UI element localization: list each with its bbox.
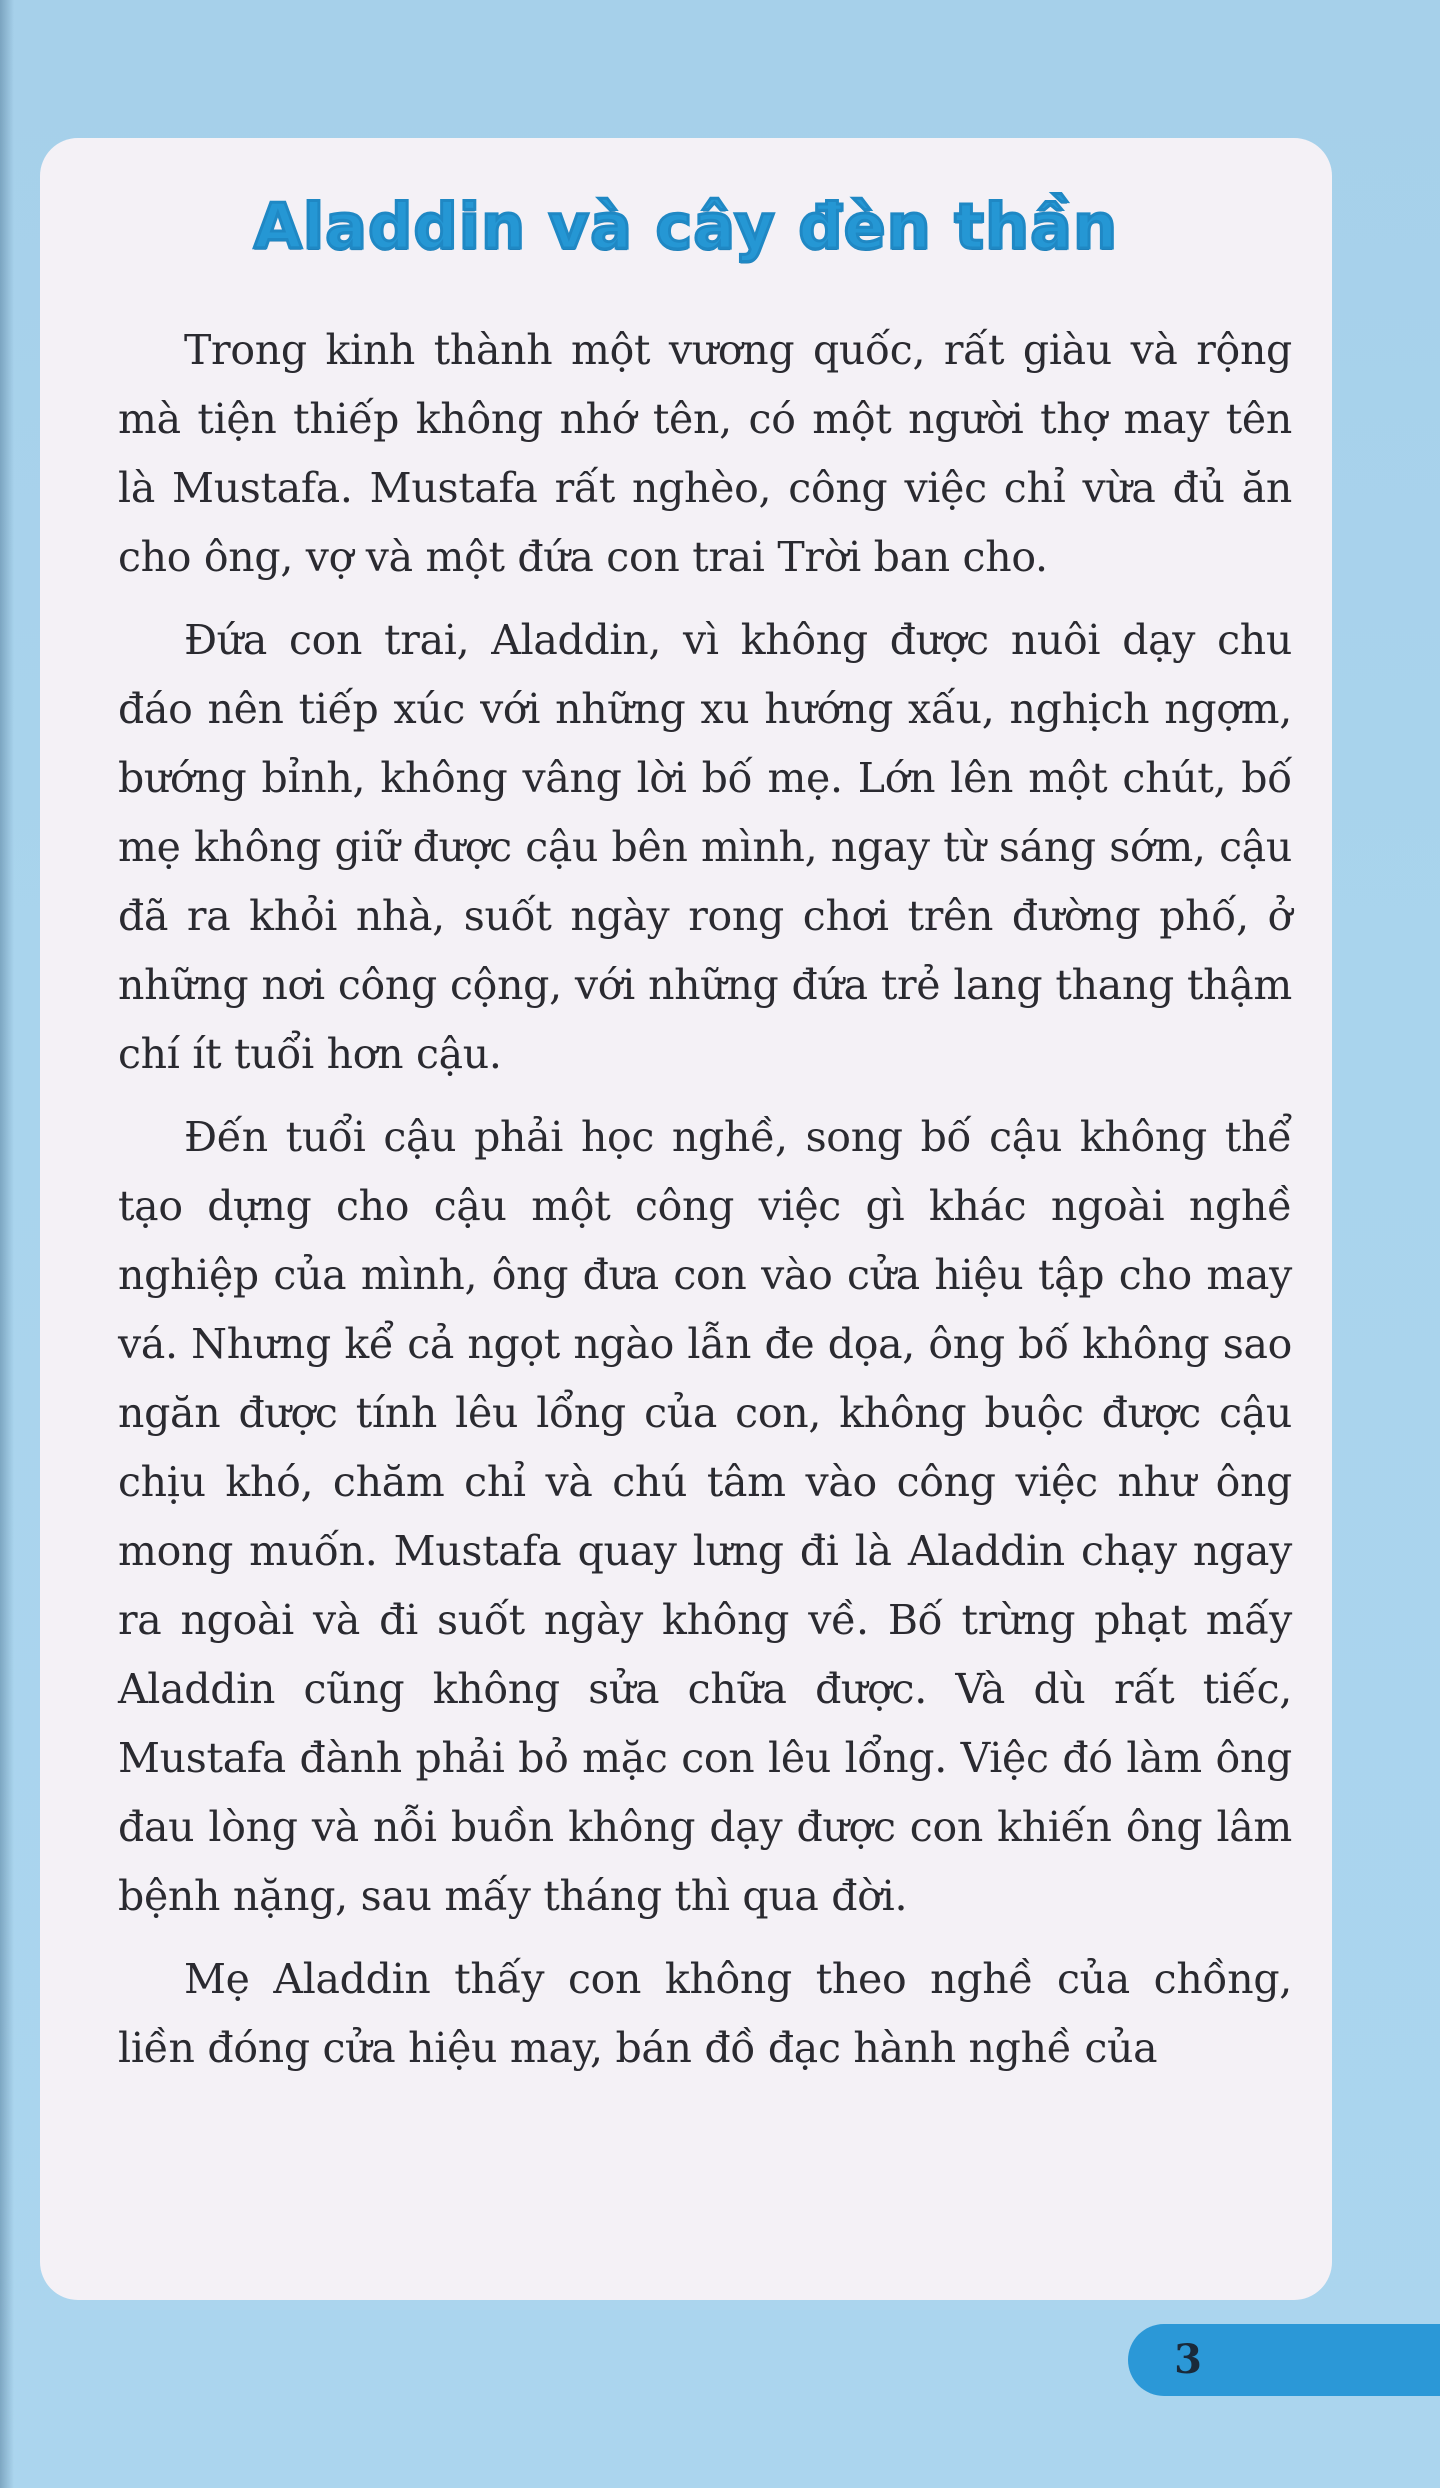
page-number: 3 bbox=[1174, 2336, 1202, 2383]
text-card bbox=[40, 138, 1332, 2300]
story-title: Aladdin và cây đèn thần bbox=[253, 190, 1119, 263]
paragraph-2: Đứa con trai, Aladdin, vì không được nuôi dạy chu đáo nên tiếp xúc với những xu hướng xấu, nghịch ngợm, bướng bỉnh, không vâng lời bố mẹ. Lớn lên một chút, bố mẹ không giữ được cậu bên mình, ngay từ sáng sớm, cậu đã ra khỏi nhà, suốt ngày rong chơi trên đường phố, ở những nơi công cộng, với những đứa trẻ lang thang thậm chí ít tuổi hơn cậu. bbox=[118, 615, 1292, 1078]
paragraph-3: Đến tuổi cậu phải học nghề, song bố cậu không thể tạo dựng cho cậu một công việc gì khác ngoài nghề nghiệp của mình, ông đưa con vào cửa hiệu tập cho may vá. Nhưng kể cả ngọt ngào lẫn đe dọa, ông bố không sao ngăn được tính lêu lổng của con, không buộc được cậu chịu khó, chăm chỉ và chú tâm vào công việc như ông mong muốn. Mustafa quay lưng đi là Aladdin chạy ngay ra ngoài và đi suốt ngày không về. Bố trừng phạt mấy Aladdin cũng không sửa chữa được. Và dù rất tiếc, Mustafa đành phải bỏ mặc con lêu lổng. Việc đó làm ông đau lòng và nỗi buồn không dạy được con khiến ông lâm bệnh nặng, sau mấy tháng thì qua đời. bbox=[118, 1112, 1292, 1920]
paragraph-1: Trong kinh thành một vương quốc, rất giàu và rộng mà tiện thiếp không nhớ tên, có một người thợ may tên là Mustafa. Mustafa rất nghèo, công việc chỉ vừa đủ ăn cho ông, vợ và một đứa con trai Trời ban cho. bbox=[118, 325, 1292, 581]
page-gutter-shadow bbox=[0, 0, 14, 2488]
paragraph-4: Mẹ Aladdin thấy con không theo nghề của chồng, liền đóng cửa hiệu may, bán đồ đạc hành nghề của bbox=[118, 1954, 1292, 2072]
